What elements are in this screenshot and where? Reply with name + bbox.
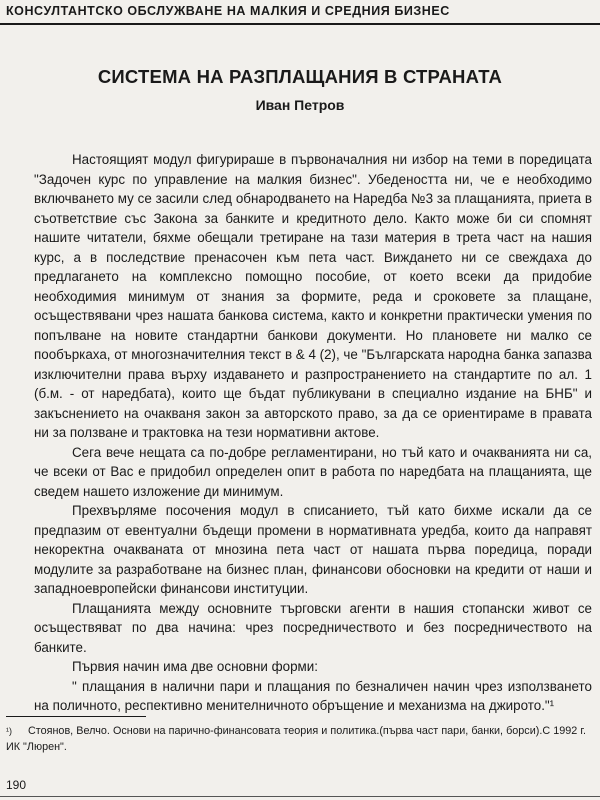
footnote-rule: [6, 716, 146, 717]
running-head: КОНСУЛТАНТСКО ОБСЛУЖВАНЕ НА МАЛКИЯ И СРЕДНИЯ БИЗНЕС: [6, 4, 450, 18]
page-number: 190: [6, 778, 27, 792]
article-author: Иван Петров: [255, 97, 345, 113]
footer-rule: [0, 796, 600, 797]
paragraph: Сега вече нещата са по-добре регламентирани, но тъй като и очакванията ни са, че всеки от Вас е придобил определен опит в работа по наредбата на плащанията, ще сведем нашето изложение ди минимум.: [34, 444, 592, 499]
footnote-mark: ¹): [6, 726, 12, 736]
footnote: [6, 723, 586, 755]
paragraph: Прехвърляме посочения модул в списанието, тъй като бихме искали да се предпазим от евентуални бъдещи промени в нормативната уредба, които да направят некоректна очакваната от мнозина пета част от нашата първа поредица, поради модулите за разработване на бизнес план, финансови обосновки на кредити от наши и западноевропейски финансови институции.: [34, 503, 592, 596]
article-title: СИСТЕМА НА РАЗПЛАЩАНИЯ В СТРАНАТА: [97, 66, 503, 87]
paragraph: Плащанията между основните търговски агенти в нашия стопански живот се осъществяват по два начина: чрез посредничеството и без посредничеството на банките.: [34, 600, 592, 655]
paragraph: " плащания в налични пари и плащания по безналичен начин чрез използването на поличното, респективно менителничното обръщение и механизма на джирото."¹: [34, 678, 592, 713]
header-rule: [0, 23, 600, 25]
footnote-text: Стоянов, Велчо. Основи на парично-финансовата теория и политика.(първа част пари, банки, борси).С 1992 г. ИК "Люрен".: [6, 725, 586, 753]
article-body: [34, 150, 592, 716]
paragraph: Настоящият модул фигурираше в първоначалния ни избор на теми в поредицата "Задочен курс по управление на малкия бизнес". Убедеността ни, че е необходимо включването му се засили след обнародването на Наредба №3 за плащанията, приета в съответствие със Закона за банките и кредитното дело. Както може би си спомнят нашите читатели, бяхме обещали третиране на тази материя в трета част на нашия курс, а в последствие пренасочен към пета част. Виждането ни се свеждаха до предлагането на комплексно помощно пособие, от което всеки да придобие необходимия минимум от знания за формите, реда и сроковете за плащане, осъществявани чрез нашата банкова система, както и конкретни практически умения по попълване на новите стандартни банкови документи. Но плановете ни малко се пообъркаха, от многозначителния текст в & 4 (2), че "Българската народна банка запазва изключителни права върху издаването и разпространението на стандартите по ал. 1 (б.м. - от наредбата), които ще бъдат публикувани в специално издание на БНБ" и закъснението на очакваня закон за авторското право, за да се ориентираме в правата ни за ползване и трактовка на тези нормативни актове.: [34, 152, 592, 440]
paragraph: Първия начин има две основни форми:: [72, 659, 318, 674]
